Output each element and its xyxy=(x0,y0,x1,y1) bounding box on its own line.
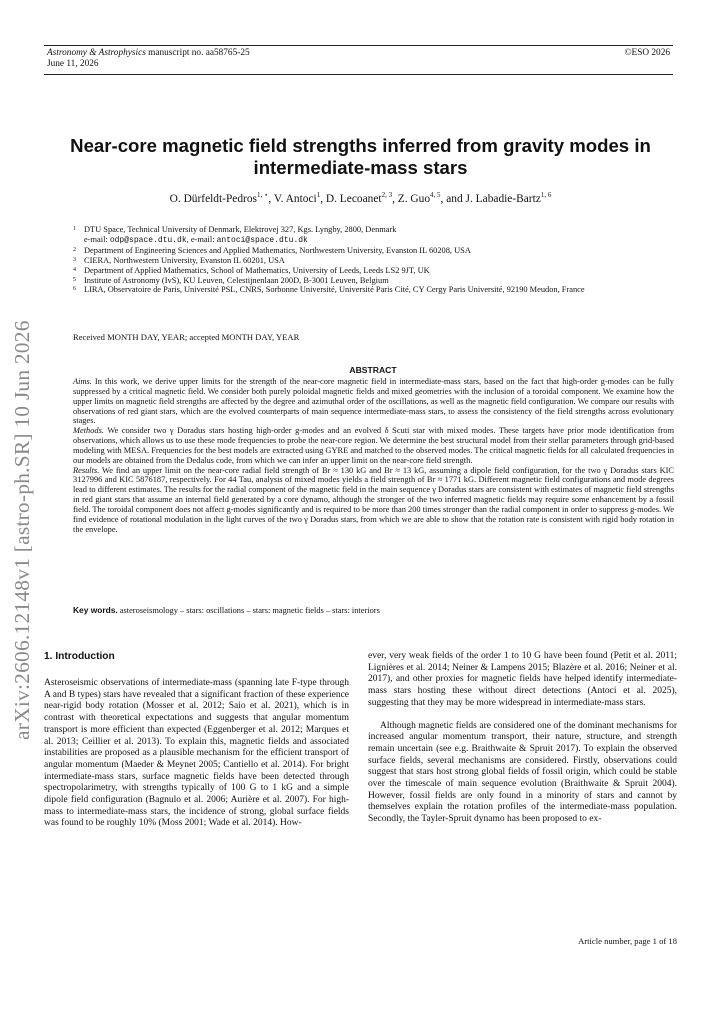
email-address-2[interactable]: antoci@space.dtu.dk xyxy=(216,235,308,245)
aims-label: Aims. xyxy=(73,377,92,386)
author-affiliation-marker: 4, 5 xyxy=(430,191,441,199)
received-line: Received MONTH DAY, YEAR; accepted MONTH DAY, YEAR xyxy=(73,332,300,342)
affiliation-2 xyxy=(73,246,673,256)
email-label-2: , e-mail: xyxy=(186,234,217,244)
affiliation-number: 5 xyxy=(73,276,76,283)
author-affiliation-marker: 1, 6 xyxy=(540,191,552,199)
email-address-1[interactable]: odp@space.dtu.dk xyxy=(109,235,187,245)
affiliation-text-1: DTU Space, Technical University of Denmark, Elektrovej 327, Kgs. Lyngby, 2800, Denmark xyxy=(84,225,397,234)
aims-text: In this work, we derive upper limits for the strength of the near-core magnetic field in intermediate-mass stars, based on the fact that high-order g-modes can be fully suppressed by a critical magnetic field. We consider both purely poloidal magnetic fields and mixed geometries with the inclusion of a toroidal component. We examine how the upper limits on magnetic field strengths are affected by the degree and azimuthal order of the oscillations, as well as the magnetic field configuration. We compare our results with observations of red giant stars, which are the evolved counterparts of main sequence intermediate-mass stars, to assess the consistency of the field strengths across evolutionary stages. xyxy=(73,377,674,426)
author-name: J. Labadie-Bartz xyxy=(465,192,541,205)
affiliation-1 xyxy=(73,225,673,246)
author-separator: , xyxy=(392,192,398,205)
abstract-results xyxy=(73,466,674,535)
author-name: V. Antoci xyxy=(273,192,317,205)
paper-title xyxy=(44,135,677,179)
arxiv-stamp: arXiv:2606.12148v1 [astro-ph.SR] 10 Jun 2026 xyxy=(10,320,34,740)
author-name: O. Dürfeldt-Pedros xyxy=(169,192,257,205)
author-affiliation-marker: 1, ⋆ xyxy=(256,191,269,199)
copyright: ©ESO 2026 xyxy=(624,48,670,58)
abstract xyxy=(73,377,674,535)
author-separator: , xyxy=(320,192,326,205)
intro-paragraph-3: Although magnetic fields are considered one of the dominant mechanisms for increased angular momentum transport, their nature, structure, and strength remain uncertain (see e.g. Braithwaite & Spruit 2017). To explain the observed surface fields, several mechanisms are considered. Firstly, observations could suggest that stars host strong global fields of fossil origin, which could be stable over the timescale of main sequence evolution (Braithwaite & Spruit 2004). However, fossil fields are only found in a minority of stars and cannot by themselves explain the rotation profiles of the intermediate-mass population. Secondly, the Tayler-Spruit dynamo has been proposed to ex- xyxy=(368,720,677,825)
affiliation-text: Institute of Astronomy (IvS), KU Leuven, Celestijnenlaan 200D, B-3001 Leuven, Belgium xyxy=(84,275,389,285)
results-label: Results. xyxy=(73,465,100,475)
page-footer: Article number, page 1 of 18 xyxy=(578,936,677,946)
journal-name: Astronomy & Astrophysics xyxy=(47,48,146,58)
affiliation-text: LIRA, Observatoire de Paris, Université PSL, CNRS, Sorbonne Université, Université Paris Cité, CY Cergy Paris Université, 92190 Meudon, France xyxy=(84,285,585,295)
affiliation-number: 4 xyxy=(73,266,76,273)
affiliation-number: 1 xyxy=(73,226,76,232)
author-name: Z. Guo xyxy=(397,192,431,205)
keywords-text: asteroseismology – stars: oscillations – stars: magnetic fields – stars: interiors xyxy=(117,606,380,615)
keywords-label: Key words. xyxy=(73,605,118,615)
affiliation-number: 3 xyxy=(73,256,76,263)
email-label-1: e-mail: xyxy=(84,234,110,244)
title-line-2: intermediate-mass stars xyxy=(253,157,468,178)
affiliation-number: 6 xyxy=(73,286,76,293)
affiliation-text: CIERA, Northwestern University, Evanston IL 60201, USA xyxy=(84,255,285,265)
author-name: D. Lecoanet xyxy=(325,192,382,205)
manuscript-number: manuscript no. aa58765-25 xyxy=(145,48,250,58)
affiliation-text: Department of Engineering Sciences and Applied Mathematics, Northwestern University, Evanston IL 60208, USA xyxy=(84,245,471,255)
author-separator: , and xyxy=(440,192,466,205)
abstract-aims xyxy=(73,377,674,426)
author-list xyxy=(44,191,677,205)
intro-left-column xyxy=(44,678,349,830)
affiliation-5 xyxy=(73,276,673,286)
author-affiliation-marker: 1 xyxy=(316,191,321,199)
intro-paragraph-1: Asteroseismic observations of intermediate-mass (spanning late F-type through A and B types) stars have revealed that a significant fraction of these experience near-rigid body rotation (Mosser et al. 2012; Saio et al. 2021), which is in contrast with theoretical expectations and suggests that angular momentum transport is more efficient than expected (Eggenberger et al. 2012; Marques et al. 2013; Ceillier et al. 2013). To explain this, magnetic fields and associated instabilities are proposed as a plausible mechanism for the efficient transport of angular momentum (Maeder & Meynet 2005; Cantiello et al. 2014). For bright intermediate-mass stars, surface magnetic fields have been detected through spectropolarimetry, with strengths typically of 100 G to 1 kG and a simple dipole field configuration (Bagnulo et al. 2006; Aurière et al. 2007). For high-mass to intermediate-mass stars, the incidence of strong, global surface fields was found to be roughly 10% (Moss 2001; Wade et al. 2014). How- xyxy=(44,678,349,829)
intro-right-column xyxy=(368,651,677,826)
section-heading: 1. Introduction xyxy=(44,651,115,662)
abstract-methods xyxy=(73,426,674,465)
methods-text: We consider two γ Doradus stars hosting high-order g-modes and an evolved δ Scuti star with mixed modes. These targets have prior mode identification from observations, which allows us to use these mode frequencies to probe the near-core region. We determine the best structural model from their stellar parameters through grid-based modeling with MESA. Frequencies for the best models are extracted using GYRE and matched to the observed modes. The critical magnetic fields for all calculated frequencies in our models are obtained from the Dedalus code, from which we can infer an upper limit on the near-core field strength. xyxy=(73,426,674,465)
affiliation-3 xyxy=(73,256,673,266)
header-left xyxy=(47,48,250,70)
methods-label: Methods. xyxy=(73,426,104,436)
running-header xyxy=(44,45,673,75)
intro-paragraph-2: ever, very weak fields of the order 1 to 10 G have been found (Petit et al. 2011; Lignières et al. 2014; Neiner & Lampens 2015; Blazère et al. 2016; Neiner et al. 2017), and other proxies for magnetic fields have helped identify intermediate-mass stars hosting these without direct detections (Antoci et al. 2025), suggesting that they may be more widespread in intermediate-mass stars. xyxy=(368,651,677,708)
author-separator: , xyxy=(268,192,274,205)
results-text: We find an upper limit on the near-core radial field strength of Br ≈ 130 kG and Br ≈ 13 kG, assuming a dipole field configuration, for the two γ Doradus stars KIC 3127996 and KIC 5876187, respectively. For 44 Tau, analysis of mixed modes yields a field strength of Br ≈ 1771 kG. Different magnetic field configurations and mode degrees lead to different estimates. The results for the radial component of the magnetic field in the main sequence γ Doradus stars are consistent with estimates of magnetic field strengths in red giant stars that assume an internal field generated by a core dynamo, although the stronger of the two inferred magnetic fields may require some enhancement by a fossil field. The toroidal component does not affect g-modes significantly and is required to be more than 200 times stronger than the radial component in order to suppress g-modes. We find evidence of rotational modulation in the light curves of the two γ Doradus stars, from which we are able to show that the rotation rate is consistent with rigid body rotation in the envelope. xyxy=(73,465,674,534)
author-affiliation-marker: 2, 3 xyxy=(381,191,393,199)
affiliation-number: 2 xyxy=(73,246,76,253)
header-date: June 11, 2026 xyxy=(47,59,99,69)
affiliation-text xyxy=(84,225,396,246)
affiliations xyxy=(73,225,673,295)
affiliation-6 xyxy=(73,285,673,295)
affiliation-text: Department of Applied Mathematics, School of Mathematics, University of Leeds, Leeds LS2 9JT, UK xyxy=(84,265,430,275)
keywords xyxy=(73,605,673,615)
abstract-heading: ABSTRACT xyxy=(349,365,397,375)
affiliation-4 xyxy=(73,266,673,276)
title-line-1: Near-core magnetic field strengths inferred from gravity modes in xyxy=(70,135,651,156)
